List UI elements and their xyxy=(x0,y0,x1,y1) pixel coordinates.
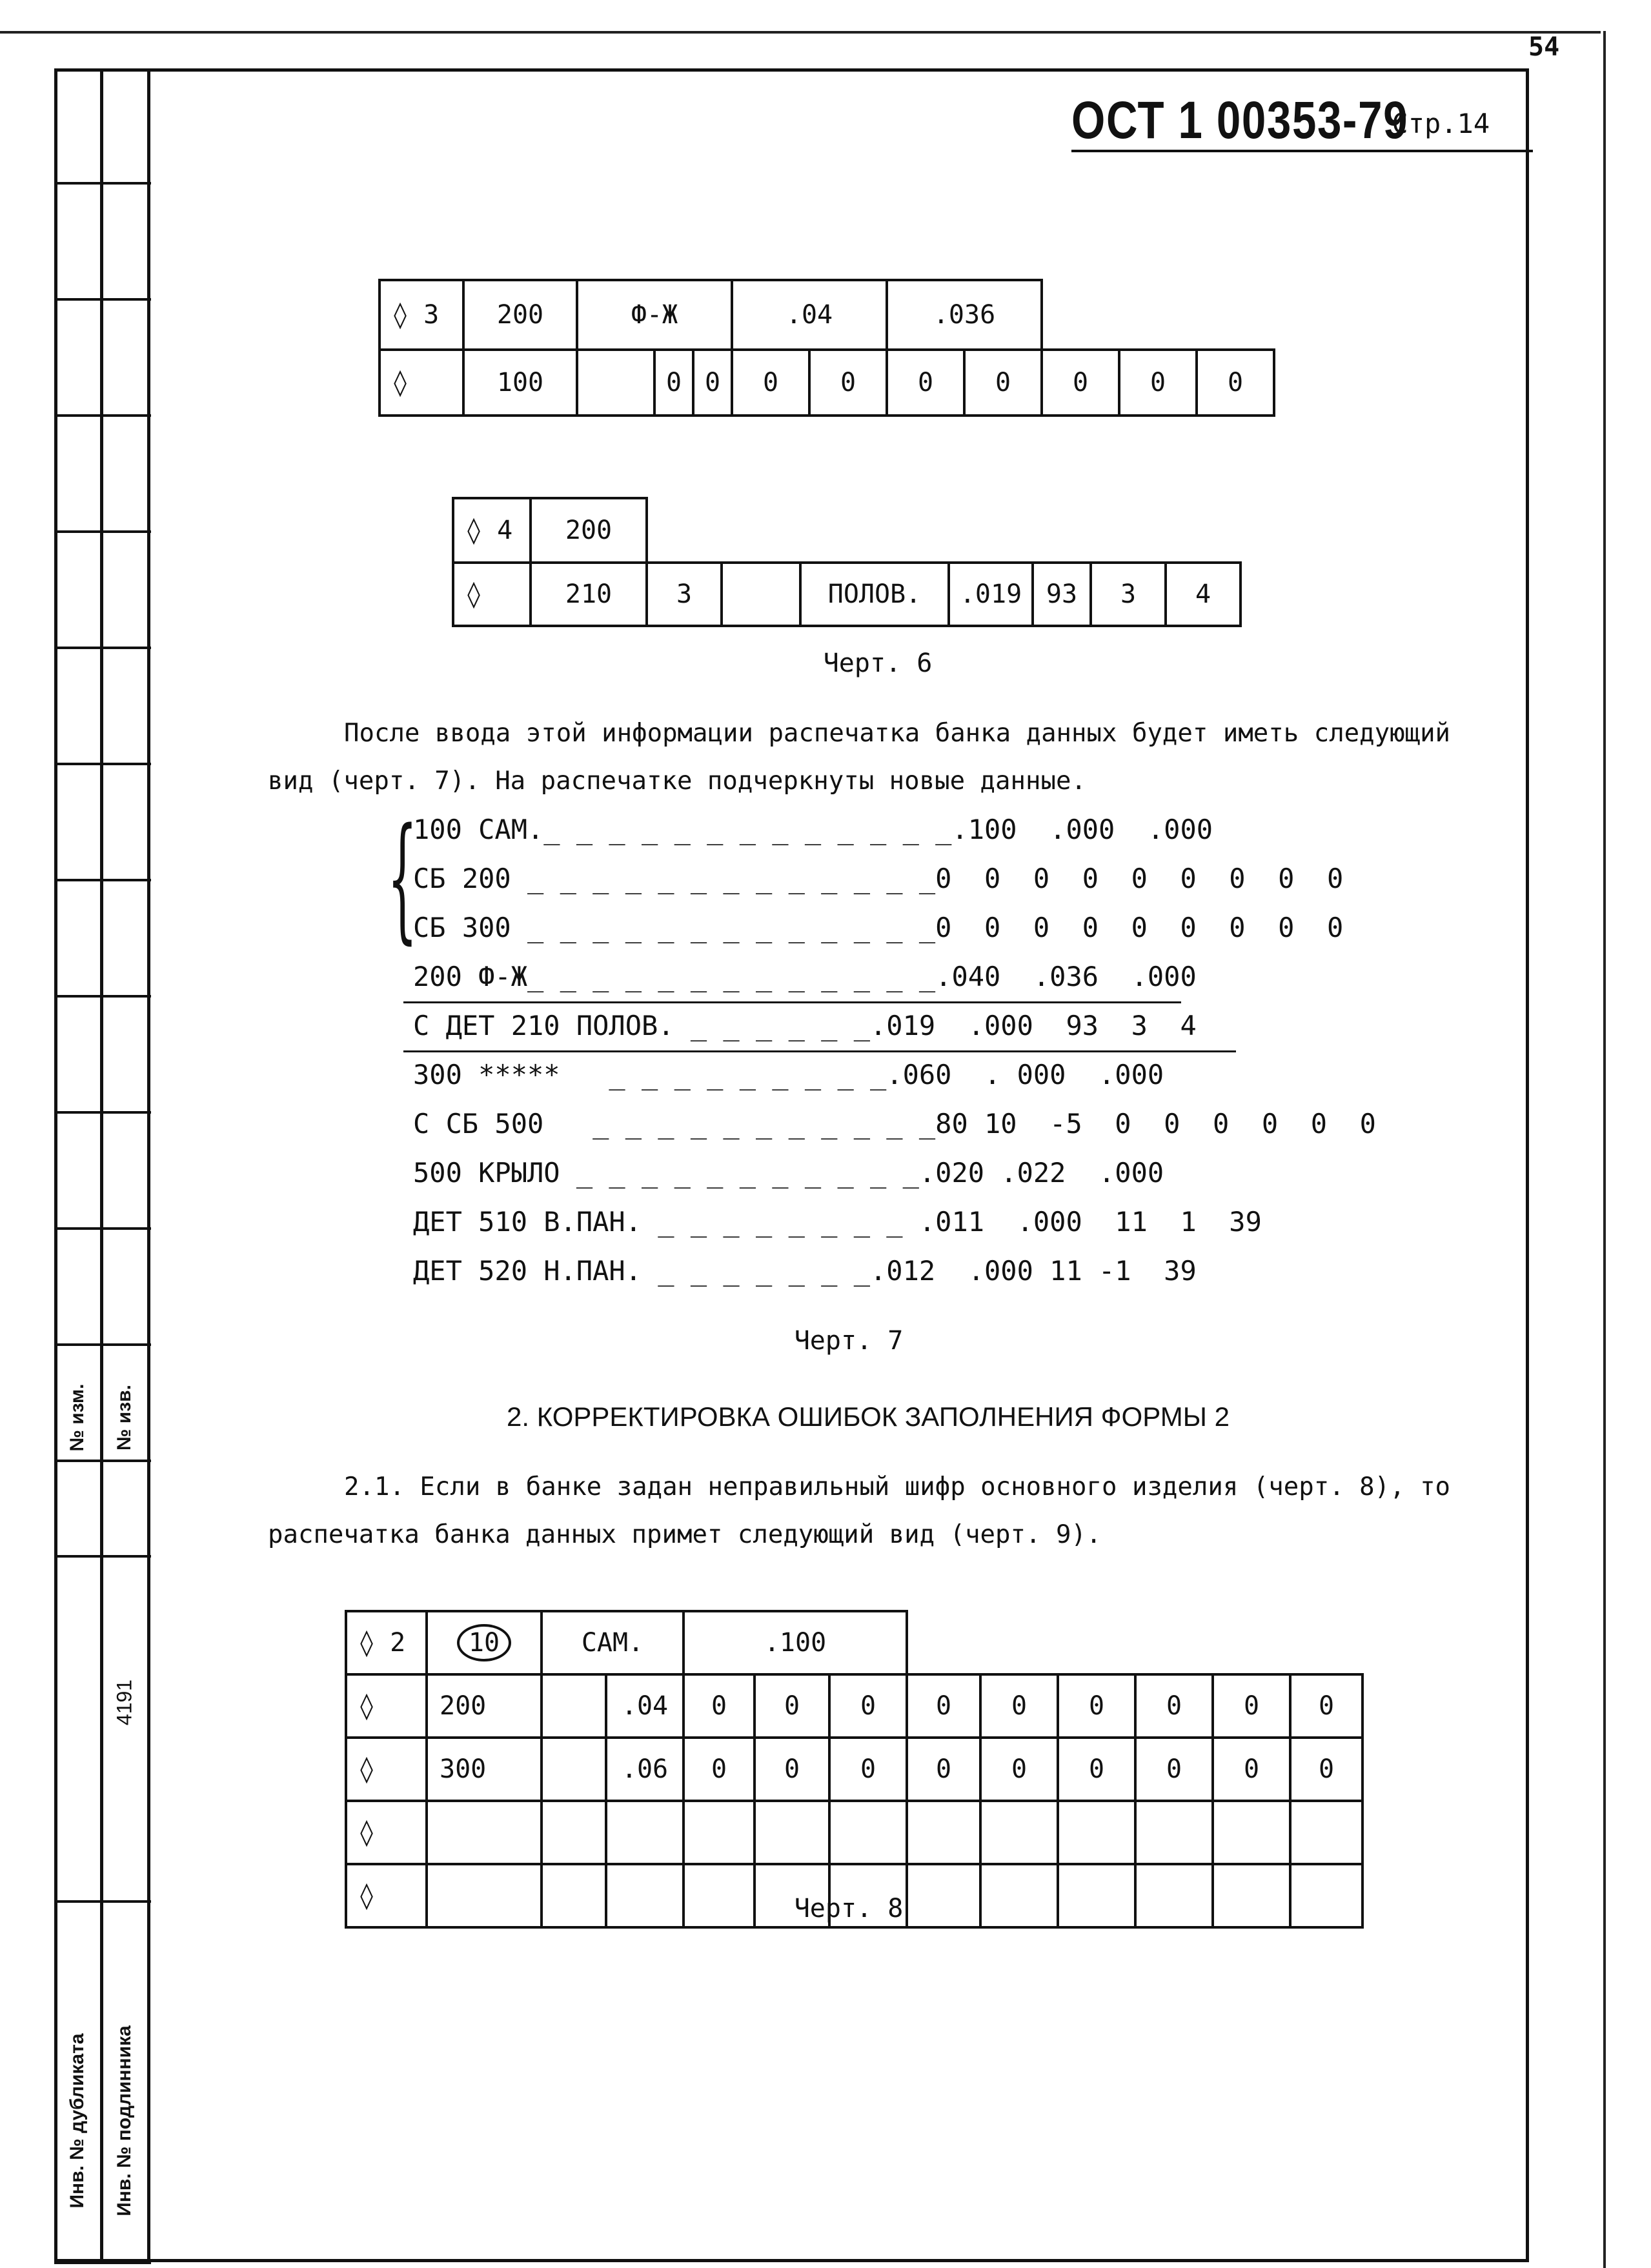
form-cell: 0 xyxy=(1197,350,1274,416)
new-data-underline xyxy=(403,1050,1236,1052)
form-cell: 0 xyxy=(1213,1738,1290,1801)
form-cell: 0 xyxy=(1058,1738,1135,1801)
form-cell xyxy=(1213,1801,1290,1864)
form-cell: 0 xyxy=(1290,1674,1362,1738)
form-cell: .100 xyxy=(684,1611,907,1674)
form-cell: 200 xyxy=(463,280,577,350)
form-cell xyxy=(907,1801,980,1864)
form-cell: 0 xyxy=(829,1738,907,1801)
printout-line: СБ 300 _ _ _ _ _ _ _ _ _ _ _ _ _0 0 0 0 0 0 0 0 0 xyxy=(413,912,1344,943)
form-cell: 0 xyxy=(980,1738,1058,1801)
margin-rule xyxy=(54,1900,151,1903)
form-cell: ◊ xyxy=(453,563,531,626)
form-cell: 0 xyxy=(1042,350,1119,416)
form-cell: .019 xyxy=(949,563,1033,626)
form-cell: 210 xyxy=(531,563,647,626)
printout-line: СБ 200 _ _ _ _ _ _ _ _ _ _ _ _ _0 0 0 0 0 0 0 0 0 xyxy=(413,863,1344,894)
page-number: 54 xyxy=(1528,32,1560,62)
form-cell: ◊ xyxy=(346,1801,427,1864)
form-cell: ◊ xyxy=(346,1864,427,1927)
right-rule xyxy=(1603,31,1606,2268)
form-cell: 0 xyxy=(1135,1674,1213,1738)
printout-line: 500 КРЫЛО _ _ _ _ _ _ _ _ _ _ _.020 .022 .000 xyxy=(413,1157,1164,1189)
figure-caption-8: Черт. 8 xyxy=(794,1894,904,1923)
top-rule xyxy=(0,31,1601,34)
grouping-brace: { xyxy=(387,799,418,957)
form-blank xyxy=(1042,280,1274,350)
form-cell: 0 xyxy=(1119,350,1197,416)
form-cell xyxy=(980,1801,1058,1864)
printout-line: 100 САМ._ _ _ _ _ _ _ _ _ _ _ _ _.100 .000 .000 xyxy=(413,814,1213,845)
form-cell xyxy=(427,1864,542,1927)
form-cell: 0 xyxy=(654,350,693,416)
original-inventory-label: Инв. № подлинника xyxy=(114,2025,135,2216)
form-cell: 0 xyxy=(809,350,887,416)
form-cell: 0 xyxy=(755,1738,829,1801)
form-blank xyxy=(647,498,1241,563)
form-cell: 3 xyxy=(647,563,722,626)
document-header xyxy=(1071,90,1490,151)
form-cell: .04 xyxy=(732,280,887,350)
form-table-b xyxy=(452,497,1242,627)
margin-rule xyxy=(54,182,151,185)
form-cell: 200 xyxy=(427,1674,542,1738)
form-cell xyxy=(1290,1864,1362,1927)
form-cell: 4 xyxy=(1166,563,1241,626)
form-cell xyxy=(1058,1801,1135,1864)
printout-line: ДЕТ 520 Н.ПАН. _ _ _ _ _ _ _.012 .000 11 -1 39 xyxy=(413,1255,1197,1287)
margin-rule xyxy=(54,995,151,998)
new-data-underline xyxy=(403,1001,1181,1003)
duplicate-inventory-label: Инв. № дубликата xyxy=(66,2033,88,2209)
margin-divider xyxy=(100,68,103,2262)
form-cell xyxy=(542,1864,606,1927)
printout-line: С СБ 500 _ _ _ _ _ _ _ _ _ _ _80 10 -5 0 0 0 0 0 0 xyxy=(413,1108,1376,1139)
figure-caption-7: Черт. 7 xyxy=(794,1326,904,1356)
form-cell: .06 xyxy=(606,1738,684,1801)
margin-divider xyxy=(147,68,150,2262)
margin-rule xyxy=(54,647,151,649)
margin-rule xyxy=(54,1227,151,1230)
form-cell xyxy=(1058,1864,1135,1927)
form-cell: 0 xyxy=(887,350,964,416)
form-cell: 300 xyxy=(427,1738,542,1801)
form-cell: 100 xyxy=(463,350,577,416)
form-cell: 0 xyxy=(1213,1674,1290,1738)
page-label: Стр.14 xyxy=(1392,108,1490,139)
margin-rule xyxy=(54,879,151,881)
form-cell xyxy=(1213,1864,1290,1927)
form-cell: 0 xyxy=(684,1674,755,1738)
printout-line: ДЕТ 510 В.ПАН. _ _ _ _ _ _ _ _ .011 .000 11 1 39 xyxy=(413,1206,1262,1238)
figure-caption-6: Черт. 6 xyxy=(823,648,933,678)
form-cell xyxy=(1135,1864,1213,1927)
form-cell: ◊ xyxy=(346,1674,427,1738)
printout-line: 300 ***** _ _ _ _ _ _ _ _ _.060 . 000 .000 xyxy=(413,1059,1164,1090)
form-cell: 0 xyxy=(964,350,1042,416)
margin-rule xyxy=(54,763,151,765)
form-cell xyxy=(542,1674,606,1738)
margin-rule xyxy=(54,1111,151,1114)
margin-stamp-number: 4191 xyxy=(112,1679,136,1726)
form-cell xyxy=(427,1611,542,1674)
form-cell: 0 xyxy=(755,1674,829,1738)
form-cell xyxy=(722,563,800,626)
form-cell xyxy=(755,1801,829,1864)
form-cell: .04 xyxy=(606,1674,684,1738)
section-heading: 2. КОРРЕКТИРОВКА ОШИБОК ЗАПОЛНЕНИЯ ФОРМЫ 2 xyxy=(507,1401,1230,1432)
paragraph-2 xyxy=(268,1463,1468,1559)
form-cell: ◊ 4 xyxy=(453,498,531,563)
form-cell: 0 xyxy=(980,1674,1058,1738)
form-cell xyxy=(1135,1801,1213,1864)
form-blank xyxy=(907,1611,1362,1674)
form-cell: 0 xyxy=(684,1738,755,1801)
form-cell: .036 xyxy=(887,280,1042,350)
form-cell: 0 xyxy=(1290,1738,1362,1801)
form-cell xyxy=(606,1801,684,1864)
form-cell xyxy=(1290,1801,1362,1864)
form-cell: ◊ 2 xyxy=(346,1611,427,1674)
margin-rule xyxy=(54,530,151,533)
form-cell: ПОЛОВ. xyxy=(800,563,949,626)
form-cell: 0 xyxy=(1058,1674,1135,1738)
form-cell: 0 xyxy=(732,350,809,416)
form-cell: 3 xyxy=(1091,563,1166,626)
printout-line: С ДЕТ 210 ПОЛОВ. _ _ _ _ _ _.019 .000 93 3 4 xyxy=(413,1010,1197,1041)
form-cell: 0 xyxy=(829,1674,907,1738)
form-table-c xyxy=(345,1610,1364,1929)
form-cell: 0 xyxy=(1135,1738,1213,1801)
form-cell xyxy=(427,1801,542,1864)
form-cell xyxy=(542,1738,606,1801)
form-cell xyxy=(542,1801,606,1864)
standard-code: ОСТ 1 00353-79 xyxy=(1071,91,1409,150)
form-table-a xyxy=(378,279,1275,417)
paragraph-1 xyxy=(268,710,1468,805)
margin-rule xyxy=(54,2262,151,2264)
margin-rule xyxy=(54,1555,151,1558)
margin-rule xyxy=(54,298,151,301)
form-cell: ◊ xyxy=(380,350,463,416)
paragraph-text: 2.1. Если в банке задан неправильный шифр основного изделия (черт. 8), то распечатка банка данных примет следующий вид (черт. 9). xyxy=(268,1472,1451,1549)
margin-rule xyxy=(54,414,151,417)
form-cell: ◊ 3 xyxy=(380,280,463,350)
form-cell: 0 xyxy=(907,1738,980,1801)
form-cell xyxy=(684,1801,755,1864)
notice-number-label: № изв. xyxy=(114,1385,135,1450)
form-cell xyxy=(577,350,654,416)
circled-error-code: 10 xyxy=(457,1624,511,1661)
form-cell: 93 xyxy=(1033,563,1091,626)
form-cell: Ф-Ж xyxy=(577,280,732,350)
form-cell: 200 xyxy=(531,498,647,563)
margin-rule xyxy=(54,1343,151,1346)
printout-line: 200 Ф-Ж_ _ _ _ _ _ _ _ _ _ _ _ _.040 .036 .000 xyxy=(413,961,1197,992)
form-cell: САМ. xyxy=(542,1611,684,1674)
form-cell: 0 xyxy=(907,1674,980,1738)
form-cell: ◊ xyxy=(346,1738,427,1801)
header-rule xyxy=(1071,150,1533,152)
paragraph-text: После ввода этой информации распечатка банка данных будет иметь следующий вид (черт. 7). На распечатке подчеркнуты новые данные. xyxy=(268,719,1451,796)
form-cell xyxy=(829,1801,907,1864)
change-number-label: № изм. xyxy=(66,1383,88,1452)
form-cell: 0 xyxy=(693,350,732,416)
